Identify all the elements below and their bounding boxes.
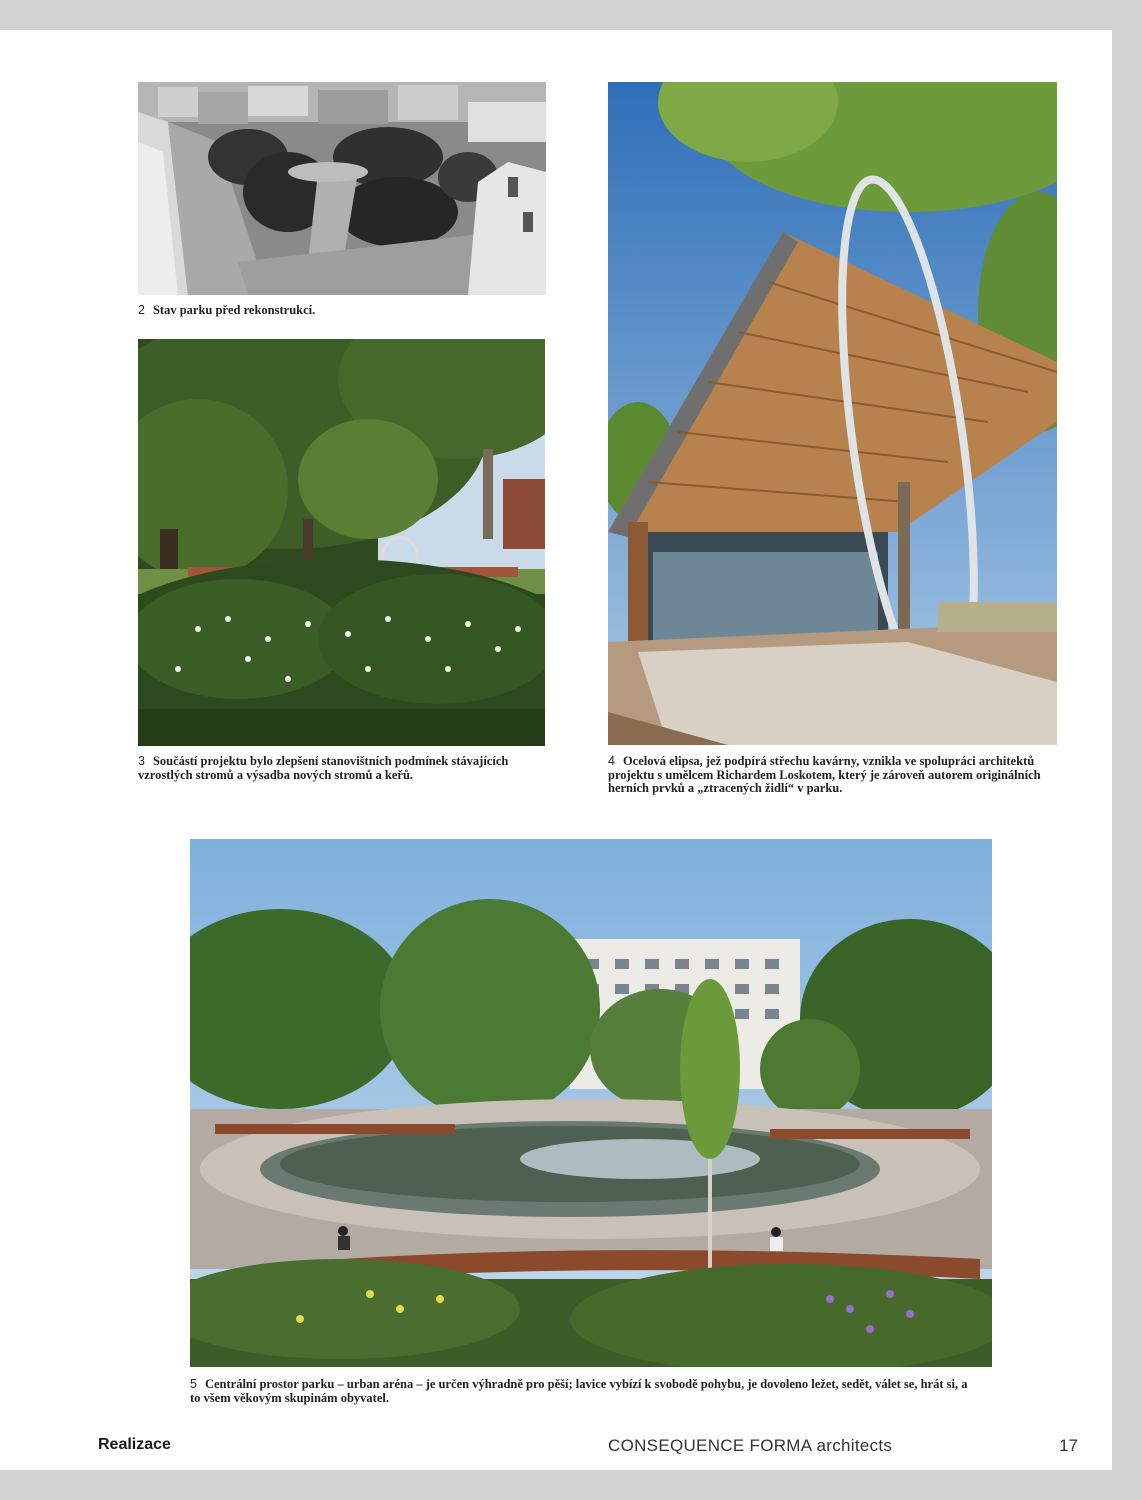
section-label: Realizace xyxy=(98,1436,171,1453)
photo-trees-and-shrubs xyxy=(138,339,545,746)
caption-text: Ocelová elipsa, jež podpírá střechu kavárny, vznikla ve spolupráci architektů projektu s umělcem Richardem Loskotem, který je zároveň autorem originálních herních prvků a „ztracených židlí“ v parku. xyxy=(608,754,1041,795)
caption-figure-2 xyxy=(138,304,546,318)
figure-number: 3 xyxy=(138,754,145,768)
caption-text: Centrální prostor parku – urban aréna – je určen výhradně pro pěší; lavice vybízí k svobodě pohybu, je dovoleno ležet, sedět, válet se, hrát si, a to všem věkovým skupinám obyvatel. xyxy=(190,1377,968,1405)
figure-number: 2 xyxy=(138,303,145,317)
caption-figure-3 xyxy=(138,755,546,782)
photo-park-before-reconstruction xyxy=(138,82,546,295)
photo-urban-arena xyxy=(190,839,992,1367)
page-number: 17 xyxy=(1059,1436,1078,1455)
photo-cafe-pavilion-steel-ellipse xyxy=(608,82,1057,745)
caption-figure-5 xyxy=(190,1378,980,1405)
magazine-page xyxy=(0,30,1112,1470)
publication-title: CONSEQUENCE FORMA architects xyxy=(608,1436,893,1455)
caption-text: Součástí projektu bylo zlepšení stanovištních podmínek stávajících vzrostlých stromů a výsadba nových stromů a keřů. xyxy=(138,754,509,782)
caption-text: Stav parku před rekonstrukcí. xyxy=(152,303,316,317)
figure-number: 4 xyxy=(608,754,615,768)
figure-number: 5 xyxy=(190,1377,197,1391)
caption-figure-4 xyxy=(608,755,1048,796)
